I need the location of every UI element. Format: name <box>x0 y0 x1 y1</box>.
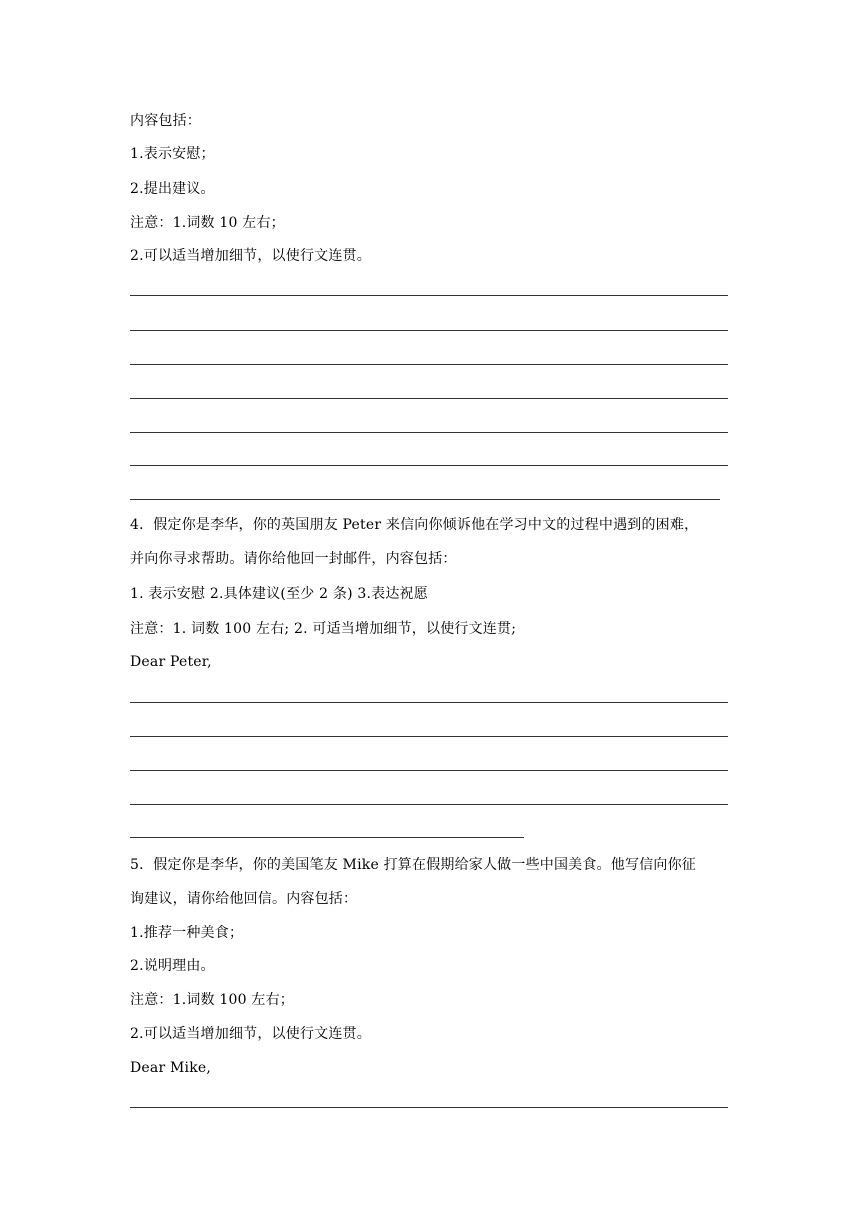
question-5-prompt-line-2: 询建议，请你给他回信。内容包括： <box>130 891 358 907</box>
answer-line[interactable] <box>130 702 728 703</box>
answer-line[interactable] <box>130 398 728 399</box>
question-5-note-2: 2.可以适当增加细节，以使行文连贯。 <box>130 1026 371 1042</box>
answer-line[interactable] <box>130 804 728 805</box>
answer-line[interactable] <box>130 736 728 737</box>
answer-line[interactable] <box>130 1107 728 1108</box>
question-4-items: 1. 表示安慰 2.具体建议(至少 2 条) 3.表达祝愿 <box>130 586 428 602</box>
question-5-greeting: Dear Mike, <box>130 1060 212 1076</box>
content-intro: 内容包括： <box>130 113 201 129</box>
question-4-note: 注意：1. 词数 100 左右; 2. 可适当增加细节，以使行文连贯; <box>130 621 517 637</box>
answer-line[interactable] <box>130 432 728 433</box>
question-4-prompt-line-2: 并向你寻求帮助。请你给他回一封邮件，内容包括： <box>130 551 457 567</box>
answer-line[interactable] <box>130 330 728 331</box>
question-5-prompt-line-1: 5．假定你是李华，你的美国笔友 Mike 打算在假期给家人做一些中国美食。他写信向你征 <box>130 857 696 873</box>
requirement-item-1: 1.表示安慰； <box>130 146 215 162</box>
requirement-item-2: 2.提出建议。 <box>130 181 215 197</box>
answer-line[interactable] <box>130 364 728 365</box>
question-4-prompt-line-1: 4．假定你是李华，你的英国朋友 Peter 来信向你倾诉他在学习中文的过程中遇到的困难， <box>130 517 699 533</box>
question-5-item-1: 1.推荐一种美食； <box>130 925 244 941</box>
answer-line[interactable] <box>130 499 720 500</box>
question-4-greeting: Dear Peter, <box>130 654 212 670</box>
question-5-item-2: 2.说明理由。 <box>130 958 215 974</box>
answer-line[interactable] <box>130 770 728 771</box>
answer-line[interactable] <box>130 465 728 466</box>
question-5-note-1: 注意：1.词数 100 左右； <box>130 992 294 1008</box>
note-details: 2.可以适当增加细节，以使行文连贯。 <box>130 248 371 264</box>
answer-line[interactable] <box>130 295 728 296</box>
answer-line[interactable] <box>130 837 524 838</box>
note-word-count: 注意：1.词数 10 左右； <box>130 215 285 231</box>
